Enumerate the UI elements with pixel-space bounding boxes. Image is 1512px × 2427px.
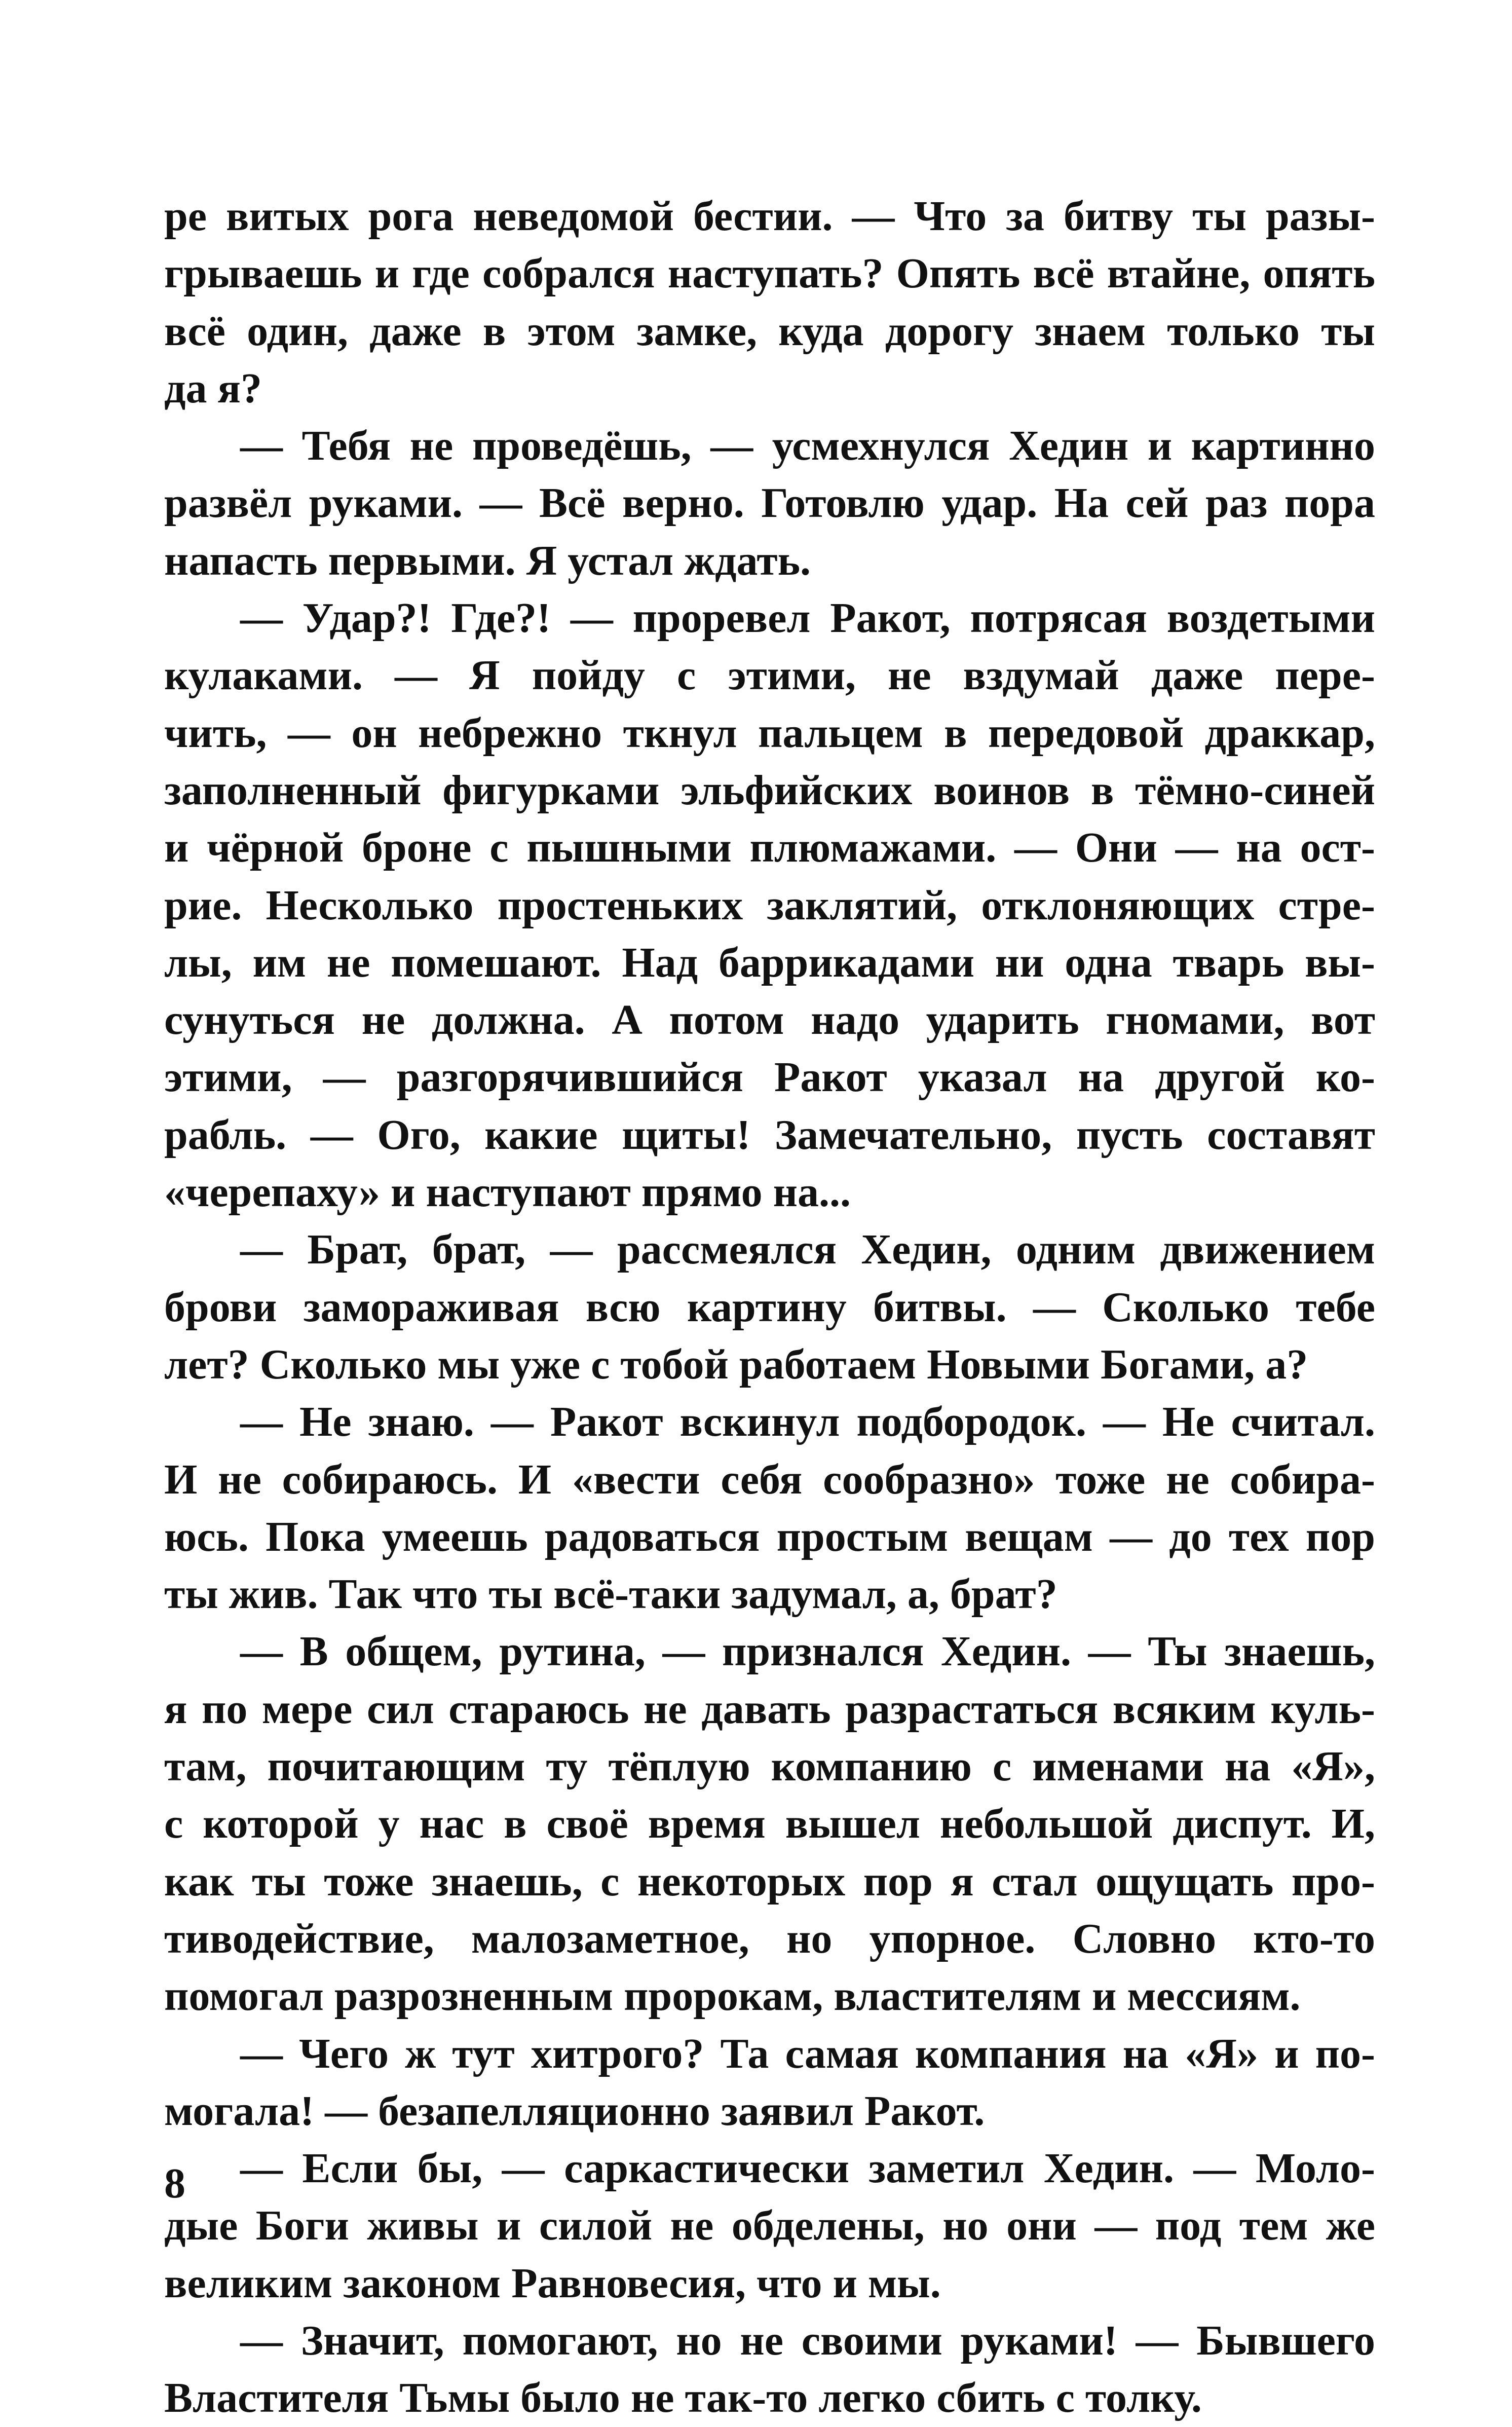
text-line: — В общем, рутина, — признался Хедин. — Ты знаешь,: [240, 1628, 1375, 1675]
text-line: рабль. — Ого, какие щиты! Замечательно, пусть составят: [164, 1111, 1375, 1159]
text-line: ты жив. Так что ты всё-таки задумал, а, брат?: [164, 1571, 1057, 1618]
body-text: [164, 188, 1375, 2427]
text-line: могала! — безапелляционно заявил Ракот.: [164, 2087, 985, 2135]
text-line: да я?: [164, 364, 262, 412]
text-line: И не собираюсь. И «вести себя сообразно» тоже не собира-: [164, 1455, 1375, 1503]
text-line: — Не знаю. — Ракот вскинул подбородок. — Не считал.: [240, 1398, 1375, 1446]
text-line: — Тебя не проведёшь, — усмехнулся Хедин и картинно: [240, 422, 1375, 470]
text-line: брови замораживая всю картину битвы. — Сколько тебе: [164, 1283, 1375, 1331]
text-line: грываешь и где собрался наступать? Опять всё втайне, опять: [164, 250, 1375, 297]
text-line: всё один, даже в этом замке, куда дорогу знаем только ты: [164, 307, 1375, 355]
text-line: лы, им не помешают. Над баррикадами ни одна тварь вы-: [164, 939, 1375, 986]
text-line: развёл руками. — Всё верно. Готовлю удар. На сей раз пора: [164, 479, 1375, 527]
text-line: ре витых рога неведомой бестии. — Что за битву ты разы-: [164, 193, 1375, 240]
text-line: этими, — разгорячившийся Ракот указал на другой ко-: [164, 1054, 1375, 1101]
text-line: там, почитающим ту тёплую компанию с именами на «Я»,: [164, 1743, 1375, 1790]
text-line: как ты тоже знаешь, с некоторых пор я стал ощущать про-: [164, 1857, 1375, 1905]
text-line: — Чего ж тут хитрого? Та самая компания на «Я» и по-: [240, 2030, 1375, 2077]
text-line: — Значит, помогают, но не своими руками! — Бывшего: [240, 2317, 1375, 2364]
text-line: рие. Несколько простеньких заклятий, отклоняющих стре-: [164, 881, 1375, 929]
text-line: помогал разрозненным пророкам, властителям и мессиям.: [164, 1972, 1301, 2020]
text-line: напасть первыми. Я устал ждать.: [164, 537, 811, 584]
text-line: Властителя Тьмы было не так-то легко сбить с толку.: [164, 2374, 1202, 2422]
text-line: — Брат, брат, — рассмеялся Хедин, одним движением: [240, 1226, 1375, 1274]
text-line: заполненный фигурками эльфийских воинов в тёмно-синей: [164, 766, 1375, 814]
text-line: великим законом Равновесия, что и мы.: [164, 2259, 941, 2307]
text-line: с которой у нас в своё время вышел небольшой диспут. И,: [164, 1800, 1375, 1848]
text-line: — Удар?! Где?! — проревел Ракот, потрясая воздетыми: [240, 594, 1375, 642]
text-line: лет? Сколько мы уже с тобой работаем Новыми Богами, а?: [164, 1340, 1308, 1388]
page-number: 8: [164, 2160, 185, 2207]
text-line: тиводействие, малозаметное, но упорное. Словно кто-то: [164, 1915, 1375, 1962]
text-line: я по мере сил стараюсь не давать разрастаться всяким куль-: [164, 1685, 1375, 1733]
text-line: юсь. Пока умеешь радоваться простым вещам — до тех пор: [164, 1513, 1375, 1560]
text-line: кулаками. — Я пойду с этими, не вздумай даже пере-: [164, 652, 1375, 699]
text-line: дые Боги живы и силой не обделены, но они — под тем же: [164, 2202, 1375, 2250]
text-line: и чёрной броне с пышными плюмажами. — Они — на ост-: [164, 824, 1375, 872]
text-line: чить, — он небрежно ткнул пальцем в передовой драккар,: [164, 709, 1375, 757]
text-line: «черепаху» и наступают прямо на...: [164, 1169, 851, 1216]
text-line: сунуться не должна. А потом надо ударить гномами, вот: [164, 996, 1375, 1044]
text-line: — Если бы, — саркастически заметил Хедин. — Моло-: [240, 2145, 1375, 2192]
